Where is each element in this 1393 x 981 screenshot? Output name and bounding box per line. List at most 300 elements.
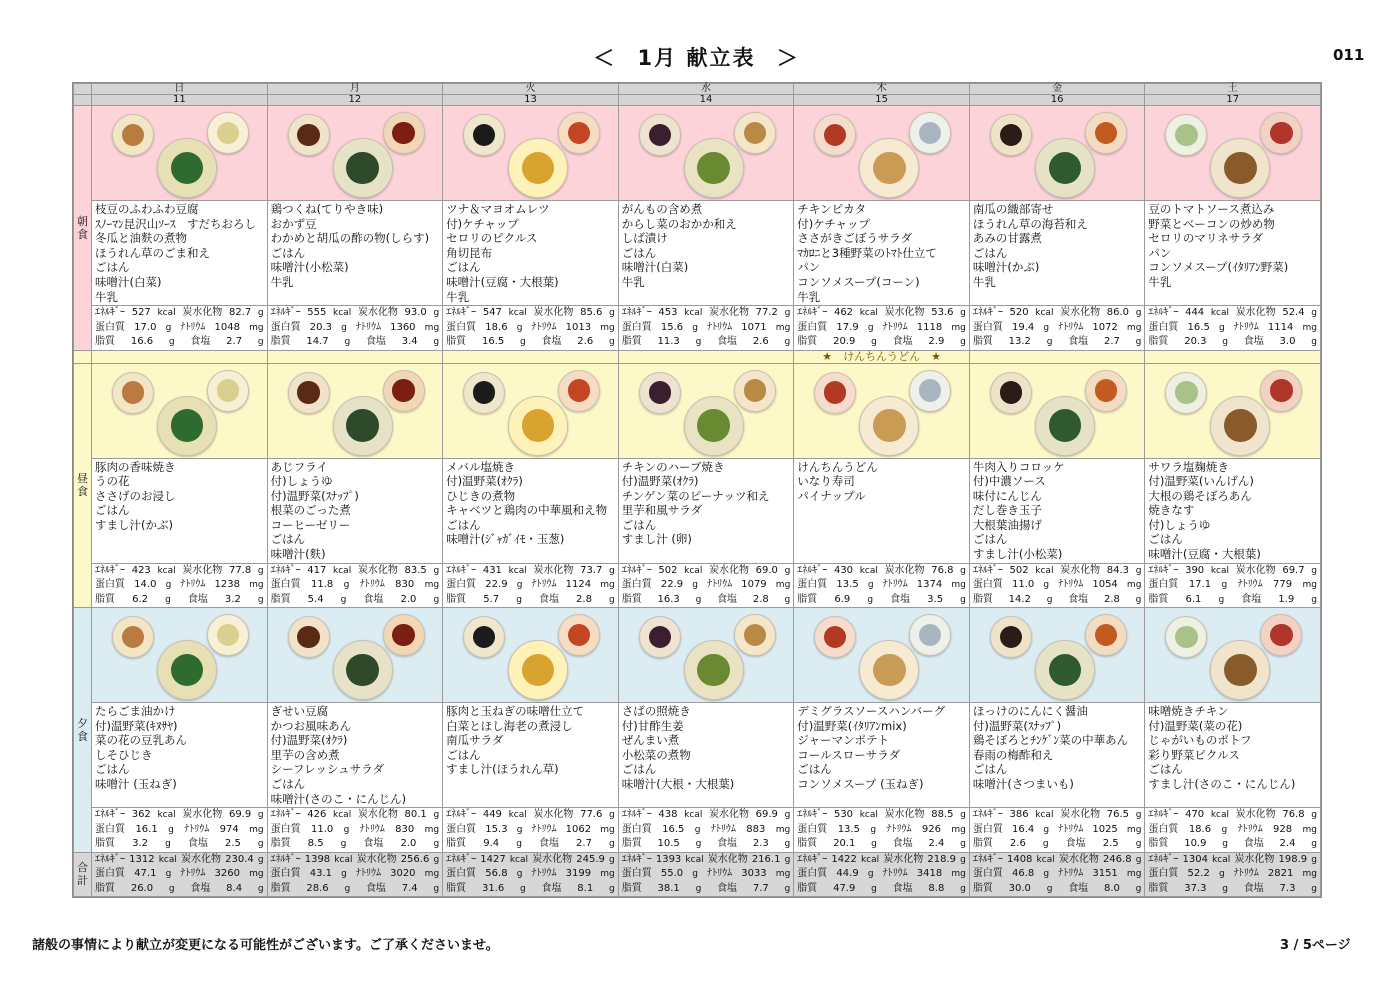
nutrient-label-carb: 炭水化物	[1235, 564, 1276, 576]
food-plate-icon	[814, 372, 856, 414]
nutrition-facts	[268, 306, 443, 350]
nutrient-value-energy: 555	[307, 307, 327, 318]
nutrient-unit: g	[433, 565, 440, 576]
nutrition-facts	[970, 306, 1145, 350]
nutrient-value-protein: 46.8	[1011, 868, 1035, 879]
nutrient-unit: kcal	[157, 810, 176, 820]
lunch-photo-row	[74, 363, 1321, 458]
nutrient-unit: g	[433, 854, 440, 865]
nutrient-value-fat: 47.9	[833, 882, 856, 894]
nutrient-unit: g	[784, 854, 791, 865]
dish-list	[619, 703, 794, 807]
nutrient-unit: kcal	[333, 810, 352, 820]
nutrient-value-sodium: 1118	[916, 321, 943, 333]
dish-item: ごはん	[972, 245, 1008, 260]
nutrient-unit: kcal	[508, 308, 527, 318]
nutrition-row	[446, 823, 615, 838]
nutrient-label-fat: 脂質	[446, 336, 467, 347]
nutrient-label-energy: ｴﾈﾙｷﾞｰ	[621, 853, 652, 865]
day-dow: 土	[1145, 84, 1321, 95]
nutrient-value-fat: 11.3	[657, 336, 680, 347]
totals-cell	[267, 852, 443, 897]
food-plate-icon	[383, 370, 425, 412]
nutrient-value-fat: 16.5	[481, 336, 505, 347]
dish-item: 牛乳	[95, 289, 119, 304]
nutrition-cell	[794, 306, 970, 351]
page-title	[0, 42, 1393, 72]
nutrient-label-fat: 脂質	[972, 882, 993, 894]
nutrient-unit: mg	[1126, 322, 1142, 333]
nutrient-label-salt: 食塩	[538, 593, 559, 605]
nutrition-row	[95, 593, 264, 608]
nutrient-label-energy: ｴﾈﾙｷﾞｰ	[270, 307, 301, 318]
nutrient-label-salt: 食塩	[1065, 838, 1086, 849]
dishes-cell	[618, 201, 794, 306]
nutrient-unit: kcal	[508, 565, 527, 576]
nutrient-label-protein: 蛋白質	[270, 321, 301, 333]
dishes-cell	[794, 201, 970, 306]
dish-item: ささがきごぼうサラダ	[797, 231, 913, 246]
nutrient-value-carb: 218.9	[927, 853, 957, 865]
nutrient-value-sodium: 1048	[214, 321, 240, 333]
nutrient-label-sodium: ﾅﾄﾘｳﾑ	[707, 868, 733, 879]
photo-cell	[443, 363, 619, 458]
nutrient-value-carb: 69.0	[755, 564, 778, 576]
dish-list	[1145, 459, 1320, 563]
nutrient-unit: g	[960, 854, 966, 865]
dish-item: シーフレッシュサラダ	[270, 762, 385, 777]
dish-item: 白菜とほし海老の煮浸し	[446, 718, 573, 733]
nutrient-value-sodium: 974	[219, 823, 239, 835]
nutrient-unit: g	[695, 594, 702, 605]
dish-item: 野菜とベーコンの炒め物	[1148, 216, 1275, 231]
photo-cell	[969, 363, 1145, 458]
food-plate-icon	[112, 616, 154, 658]
nutrient-value-energy: 470	[1185, 809, 1205, 820]
lunch-photo	[970, 364, 1145, 458]
nutrient-unit: mg	[951, 869, 966, 879]
nutrient-unit: g	[1135, 810, 1142, 820]
nutrient-unit: kcal	[508, 810, 527, 820]
nutrient-label-protein: 蛋白質	[797, 823, 828, 835]
dish-item: ｽﾉｰﾏﾝ昆沢山ｿｰｽ すだちおろし	[95, 216, 257, 231]
nutrition-row	[622, 335, 791, 350]
dishes-cell	[267, 458, 443, 563]
nutrient-label-salt: 食塩	[1243, 336, 1264, 347]
nutrient-unit: mg	[1302, 322, 1317, 333]
nutrient-value-energy: 430	[833, 564, 854, 576]
nutrient-unit: g	[784, 839, 791, 849]
nutrient-label-salt: 食塩	[1243, 838, 1264, 849]
nutrient-label-sodium: ﾅﾄﾘｳﾑ	[1058, 868, 1084, 879]
nutrient-unit: g	[1311, 337, 1317, 347]
nutrient-label-fat: 脂質	[270, 838, 291, 849]
nutrient-label-protein: 蛋白質	[446, 321, 477, 333]
nutrient-value-sodium: 830	[395, 823, 415, 835]
nutrient-label-carb: 炭水化物	[182, 564, 223, 576]
nutrient-value-energy: 520	[1009, 307, 1029, 318]
nutrient-label-protein: 蛋白質	[797, 868, 828, 879]
nutrient-label-carb: 炭水化物	[357, 809, 398, 820]
dish-item: 味噌汁(ｼﾞｬｶﾞｲﾓ・玉葱)	[446, 532, 565, 547]
dish-item: ごはん	[446, 747, 481, 762]
nutrition-row	[271, 837, 440, 852]
nutrient-unit: g	[695, 883, 702, 894]
nutrient-label-salt: 食塩	[187, 593, 208, 605]
nutrient-unit: kcal	[158, 854, 177, 865]
lunch-dishes-row	[74, 458, 1321, 563]
prev-arrow-icon[interactable]: ＜	[593, 46, 617, 70]
nutrition-facts	[92, 306, 267, 350]
nutrition-row	[446, 882, 615, 897]
nutrient-label-carb: 炭水化物	[533, 809, 574, 820]
nutrient-value-protein: 22.9	[660, 579, 684, 590]
header-row-dow	[74, 84, 1321, 95]
nutrient-value-sodium: 3199	[565, 868, 592, 879]
nutrition-row	[973, 867, 1142, 882]
dish-item: 牛乳	[446, 289, 470, 304]
nutrition-row	[797, 593, 966, 608]
header-corner	[74, 95, 92, 106]
nutrition-row	[446, 321, 615, 336]
dish-item: 大根葉油揚げ	[972, 517, 1042, 532]
nutrient-label-fat: 脂質	[446, 593, 467, 605]
nutrition-cell	[1145, 808, 1321, 853]
nutrition-row	[797, 837, 966, 852]
header-row-date	[74, 95, 1321, 106]
dinner-photo	[1145, 608, 1320, 702]
nutrient-unit: g	[609, 565, 615, 576]
dishes-cell	[267, 703, 443, 808]
nutrient-unit: mg	[600, 869, 615, 879]
nutrition-row	[446, 564, 615, 579]
photo-cell	[267, 363, 443, 458]
nutrient-label-energy: ｴﾈﾙｷﾞｰ	[95, 809, 126, 820]
nutrient-unit: kcal	[1035, 810, 1054, 820]
nutrient-label-carb: 炭水化物	[884, 809, 925, 820]
nutrient-label-protein: 蛋白質	[621, 579, 652, 590]
dishes-cell	[969, 703, 1145, 808]
nutrient-unit: g	[516, 580, 523, 590]
dish-item: 味噌汁(さのこ・にんじん)	[270, 791, 407, 806]
nutrient-label-fat: 脂質	[797, 336, 818, 347]
day-date: 17	[1145, 95, 1321, 106]
nutrient-unit: kcal	[1210, 308, 1230, 318]
nutrient-label-protein: 蛋白質	[446, 823, 477, 835]
nutrient-label-sodium: ﾅﾄﾘｳﾑ	[359, 823, 385, 835]
dish-item: ぎせい豆腐	[270, 704, 329, 718]
nutrient-value-protein: 16.5	[662, 823, 685, 835]
dish-list	[794, 201, 969, 305]
footer-note: 諸般の事情により献立が変更になる可能性がございます。ご了承くださいませ。	[32, 938, 499, 953]
nutrient-unit: mg	[1126, 580, 1142, 590]
nutrient-unit: g	[871, 883, 877, 894]
dinner-photo	[92, 608, 267, 702]
nutrient-value-energy: 1398	[304, 853, 331, 865]
dish-item: 鶏そぼろとﾁﾝｹﾞﾝ菜の中華あん	[972, 733, 1129, 748]
nutrient-label-salt: 食塩	[892, 882, 913, 894]
nutrient-label-protein: 蛋白質	[797, 321, 828, 333]
nutrition-row	[95, 578, 264, 593]
nutrient-unit: g	[1135, 337, 1142, 347]
nutrient-value-salt: 8.1	[577, 882, 594, 894]
nutrient-value-salt: 2.4	[1279, 838, 1296, 849]
nutrient-value-sodium: 1374	[916, 579, 943, 590]
dish-item: パイナップル	[797, 488, 866, 503]
dish-item: 里芋の含め煮	[270, 747, 340, 762]
nutrient-unit: g	[960, 308, 966, 318]
nutrient-value-protein: 11.0	[311, 823, 334, 835]
nutrition-row	[622, 823, 791, 838]
dish-item: 大根の鶏そぼろあん	[1148, 488, 1252, 503]
nutrient-unit: kcal	[1036, 854, 1055, 865]
nutrient-label-energy: ｴﾈﾙｷﾞｰ	[446, 564, 477, 576]
nutrient-unit: mg	[1126, 824, 1142, 835]
nutrient-label-carb: 炭水化物	[708, 307, 749, 318]
dish-item: サワラ塩麹焼き	[1148, 459, 1229, 474]
nutrition-facts	[1145, 808, 1320, 852]
nutrient-unit: g	[257, 854, 264, 865]
nutrient-label-energy: ｴﾈﾙｷﾞｰ	[95, 307, 126, 318]
nutrient-label-fat: 脂質	[95, 882, 116, 894]
nutrition-facts	[443, 853, 618, 897]
nutrient-label-fat: 脂質	[972, 838, 993, 849]
nutrient-label-energy: ｴﾈﾙｷﾞｰ	[972, 853, 1003, 865]
totals-cell	[443, 852, 619, 897]
food-plate-icon	[1085, 614, 1127, 656]
nutrition-row	[271, 593, 440, 608]
nutrient-label-carb: 炭水化物	[182, 809, 223, 820]
nutrient-value-energy: 453	[658, 307, 678, 318]
nutrient-value-energy: 462	[833, 307, 854, 318]
nutrition-row	[271, 564, 440, 579]
nutrient-label-sodium: ﾅﾄﾘｳﾑ	[882, 321, 908, 333]
nutrient-value-salt: 2.7	[576, 838, 592, 849]
dish-item: だし巻き玉子	[972, 503, 1042, 518]
nutrition-row	[1148, 882, 1317, 897]
nutrient-unit: g	[784, 337, 791, 347]
dish-item: 南瓜の織部寄せ	[972, 202, 1054, 216]
nutrient-label-protein: 蛋白質	[95, 579, 126, 590]
breakfast-label: 朝食	[74, 106, 92, 351]
nutrient-unit: g	[871, 839, 877, 849]
nutrient-unit: g	[784, 883, 791, 894]
nutrition-row	[1148, 335, 1317, 350]
nutrient-label-sodium: ﾅﾄﾘｳﾑ	[882, 579, 908, 590]
dish-list	[92, 459, 267, 563]
nutrient-value-carb: 88.5	[931, 809, 954, 820]
nutrient-value-fat: 20.9	[833, 336, 856, 347]
nutrient-label-protein: 蛋白質	[621, 321, 652, 333]
day-dow: 水	[618, 84, 794, 95]
nutrient-label-energy: ｴﾈﾙｷﾞｰ	[1148, 564, 1179, 576]
nutrient-value-sodium: 3033	[741, 868, 767, 879]
nutrition-row	[95, 882, 264, 897]
dish-item: ほっけのにんにく醤油	[972, 704, 1088, 718]
nutrient-unit: mg	[424, 824, 440, 835]
nutrient-value-carb: 256.6	[400, 853, 430, 865]
meal-banner	[618, 350, 794, 363]
nutrient-value-salt: 8.0	[1103, 882, 1120, 894]
dish-item: 味付にんじん	[972, 488, 1042, 503]
nutrition-facts	[92, 808, 267, 852]
nutrition-facts	[619, 808, 794, 852]
totals-cell	[92, 852, 268, 897]
nutrient-label-sodium: ﾅﾄﾘｳﾑ	[882, 868, 908, 879]
nutrient-label-protein: 蛋白質	[95, 868, 126, 879]
dish-item: しそひじき	[95, 747, 153, 762]
nutrient-value-salt: 2.4	[928, 838, 945, 849]
nutrient-value-carb: 52.4	[1282, 307, 1305, 318]
nutrient-value-protein: 18.6	[1188, 823, 1212, 835]
nutrient-unit: g	[257, 565, 264, 576]
dish-item: 角切昆布	[446, 245, 493, 260]
nutrient-label-carb: 炭水化物	[883, 853, 924, 865]
nutrient-value-fat: 16.6	[130, 336, 154, 347]
nutrient-label-sodium: ﾅﾄﾘｳﾑ	[180, 321, 206, 333]
nutrient-value-energy: 547	[482, 307, 502, 318]
nutrition-row	[271, 823, 440, 838]
nutrient-unit: g	[1043, 824, 1050, 835]
nutrient-value-fat: 5.4	[307, 593, 324, 605]
nutrient-value-sodium: 1013	[565, 321, 592, 333]
breakfast-nutrition-row	[74, 306, 1321, 351]
dish-item: 付)温野菜(ｷﾇｻﾔ)	[95, 718, 178, 733]
nutrient-value-fat: 9.4	[483, 838, 500, 849]
nutrient-unit: g	[867, 580, 874, 590]
nutrition-row	[622, 564, 791, 579]
nutrient-label-sodium: ﾅﾄﾘｳﾑ	[531, 823, 557, 835]
dish-item: 味噌汁(豆腐・大根葉)	[446, 274, 559, 289]
dish-item: あみの甘露煮	[972, 231, 1042, 246]
nutrient-label-salt: 食塩	[538, 838, 559, 849]
nutrient-label-protein: 蛋白質	[1148, 868, 1179, 879]
dish-item: 味噌汁(かぶ)	[972, 260, 1040, 275]
dish-item: じゃがいものポトフ	[1148, 733, 1252, 748]
nutrient-unit: g	[257, 308, 264, 318]
nutrient-value-sodium: 1124	[565, 579, 592, 590]
nutrient-unit: g	[867, 594, 874, 605]
nutrition-row	[271, 808, 440, 823]
nutrient-unit: g	[516, 869, 523, 879]
food-plate-icon	[333, 396, 393, 456]
nutrient-unit: mg	[775, 824, 791, 835]
nutrient-unit: mg	[1302, 824, 1317, 835]
nutrient-unit: g	[520, 337, 526, 347]
nutrition-facts	[619, 306, 794, 350]
dinner-photo	[443, 608, 618, 702]
dishes-cell	[443, 703, 619, 808]
dish-item: 小松菜の煮物	[621, 747, 691, 762]
dish-item: パン	[1148, 245, 1172, 260]
dish-item: 牛乳	[972, 274, 996, 289]
nutrient-label-carb: 炭水化物	[1060, 564, 1101, 576]
nutrient-unit: mg	[424, 322, 440, 333]
nutrition-row	[446, 593, 615, 608]
next-arrow-icon[interactable]: ＞	[776, 46, 800, 70]
nutrition-facts	[1145, 564, 1320, 608]
nutrient-unit: g	[344, 883, 351, 894]
nutrient-label-carb: 炭水化物	[356, 853, 397, 865]
nutrient-label-energy: ｴﾈﾙｷﾞｰ	[270, 809, 301, 820]
dish-list	[268, 459, 443, 563]
nutrition-row	[95, 564, 264, 579]
nutrition-row	[1148, 808, 1317, 823]
nutrient-value-fat: 10.5	[657, 838, 680, 849]
dish-item: ごはん	[95, 260, 130, 275]
lunch-photo	[443, 364, 618, 458]
nutrient-label-sodium: ﾅﾄﾘｳﾑ	[1058, 823, 1084, 835]
nutrient-value-salt: 7.7	[752, 882, 769, 894]
dish-item: 牛乳	[621, 274, 645, 289]
nutrient-label-energy: ｴﾈﾙｷﾞｰ	[446, 307, 477, 318]
nutrient-value-fat: 31.6	[481, 882, 505, 894]
nutrient-unit: g	[433, 883, 440, 894]
nutrient-unit: g	[609, 810, 615, 820]
dish-item: 付)温野菜(ｵｸﾗ)	[446, 474, 523, 489]
nutrient-unit: g	[257, 839, 264, 849]
dish-item: 焼きなす	[1148, 503, 1195, 518]
nutrition-row	[797, 306, 966, 321]
dish-item: メバル塩焼き	[446, 459, 516, 474]
nutrition-row	[95, 867, 264, 882]
dish-item: ごはん	[446, 260, 481, 275]
nutrient-label-fat: 脂質	[95, 838, 116, 849]
dish-item: 付)温野菜(ｲﾀﾘｱﾝmix)	[797, 718, 907, 733]
nutrient-value-carb: 86.0	[1106, 307, 1130, 318]
dish-list	[268, 201, 443, 305]
nutrient-label-salt: 食塩	[190, 882, 211, 894]
nutrient-unit: mg	[951, 580, 966, 590]
dish-item: 豚肉の香味焼き	[95, 459, 176, 474]
nutrition-row	[622, 578, 791, 593]
nutrient-label-fat: 脂質	[95, 593, 116, 605]
nutrient-value-fat: 10.9	[1184, 838, 1207, 849]
nutrient-value-sodium: 3020	[390, 868, 416, 879]
nutrient-label-fat: 脂質	[95, 336, 116, 347]
nutrient-label-energy: ｴﾈﾙｷﾞｰ	[1148, 809, 1179, 820]
nutrient-value-sodium: 1025	[1092, 823, 1118, 835]
nutrient-unit: mg	[424, 580, 440, 590]
dish-list	[794, 459, 969, 563]
dish-item: からし菜のおかか和え	[621, 216, 737, 231]
dish-item: 付)温野菜(いんげん)	[1148, 474, 1254, 489]
dish-list	[268, 703, 443, 807]
dish-item: いなり寿司	[797, 474, 855, 489]
nutrient-value-salt: 2.8	[1103, 593, 1120, 605]
nutrient-label-sodium: ﾅﾄﾘｳﾑ	[184, 823, 210, 835]
nutrient-value-energy: 502	[658, 564, 678, 576]
photo-cell	[618, 363, 794, 458]
nutrient-label-energy: ｴﾈﾙｷﾞｰ	[270, 564, 301, 576]
nutrition-row	[446, 306, 615, 321]
totals-cell	[794, 852, 970, 897]
nutrient-value-salt: 2.8	[576, 593, 592, 605]
nutrition-row	[622, 808, 791, 823]
nutrient-value-sodium: 1114	[1267, 321, 1294, 333]
nutrient-label-energy: ｴﾈﾙｷﾞｰ	[446, 809, 477, 820]
nutrient-value-carb: 69.7	[1282, 564, 1305, 576]
nutrient-value-protein: 55.0	[660, 868, 684, 879]
dishes-cell	[1145, 201, 1321, 306]
dish-list	[1145, 703, 1320, 807]
nutrient-label-carb: 炭水化物	[1060, 307, 1101, 318]
nutrition-cell	[267, 808, 443, 853]
dish-list	[970, 459, 1145, 563]
food-plate-icon	[684, 138, 744, 198]
nutrient-unit: g	[1135, 854, 1142, 865]
nutrient-value-energy: 449	[482, 809, 502, 820]
